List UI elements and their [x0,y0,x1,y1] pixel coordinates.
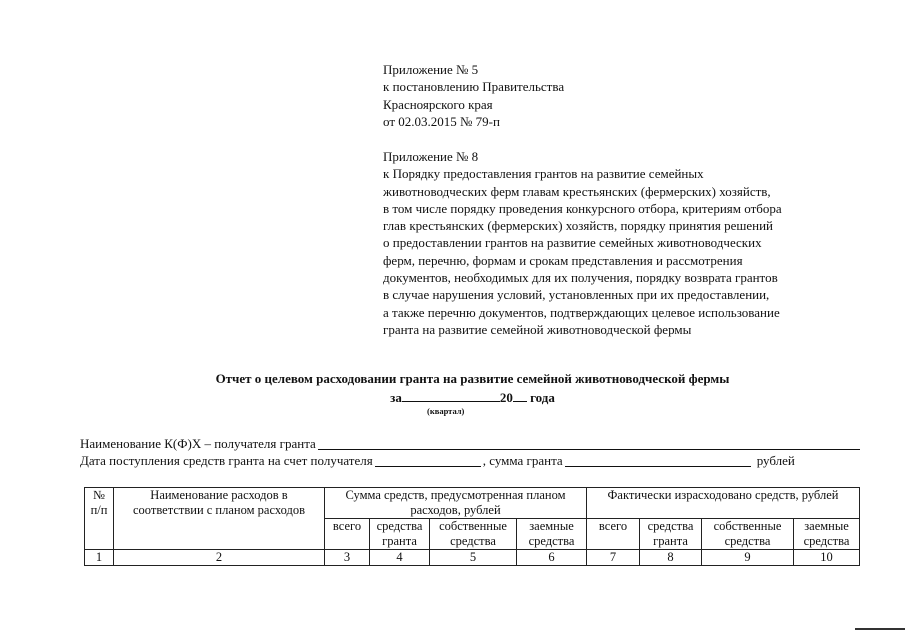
sum-label: , сумма гранта [482,453,563,468]
col-header-sub: заемные средства [794,519,860,550]
report-title: Отчет о целевом расходовании гранта на развитие семейной животноводческой фермы [215,371,730,386]
period-prefix: за [390,390,402,405]
sum-blank[interactable] [565,454,751,467]
appendix-5-line: Приложение № 5 [383,62,479,77]
appendix-8-line: гранта на развитие семейной животноводческой фермы [383,321,692,337]
column-number: 9 [702,550,794,566]
report-period [80,389,865,406]
appendix-8-line: Приложение № 8 [383,149,479,164]
column-number-row [85,550,860,566]
col-header-expense-name: Наименование расходов в соответствии с планом расходов [114,488,325,550]
currency-label: рублей [756,453,795,468]
appendix-8-line: к Порядку предоставления грантов на развитие семейных [383,166,704,182]
col-group-actual: Фактически израсходовано средств, рублей [587,488,860,519]
col-header-sub: всего [587,519,640,550]
page-edge-mark [855,628,905,630]
quarter-note: (квартал) [427,406,465,416]
appendix-8-line: документов, необходимых для их получения, порядку возврата грантов [383,270,778,286]
col-header-sub: собственные средства [702,519,794,550]
col-header-sub: средства гранта [370,519,430,550]
date-blank[interactable] [375,454,481,467]
period-year-prefix: 20 [499,390,513,405]
appendix-5-line: от 02.03.2015 № 79-п [383,113,500,129]
column-number: 5 [430,550,517,566]
column-number: 3 [325,550,370,566]
appendix-8-line: животноводческих ферм главам крестьянских (фермерских) хозяйств, [383,183,771,199]
appendix-8-line: глав крестьянских (фермерских) хозяйств, порядку принятия решений [383,218,774,234]
column-number: 8 [640,550,702,566]
table-header-row [85,488,860,519]
recipient-label: Наименование К(Ф)Х – получателя гранта [80,436,316,451]
appendix-5-header [383,61,564,130]
appendix-5-line: Красноярского края [383,96,493,112]
recipient-row [80,436,862,452]
appendix-8-line: а также перечню документов, подтверждающих целевое использование [383,304,780,320]
col-header-number: № п/п [85,488,114,550]
col-header-sub: средства гранта [640,519,702,550]
appendix-8-line: в случае нарушения условий, установленных при их предоставлении, [383,287,770,303]
recipient-blank[interactable] [318,437,860,450]
column-number: 6 [517,550,587,566]
appendix-5-line: к постановлению Правительства [383,79,565,95]
column-number: 2 [114,550,325,566]
date-row [80,453,862,469]
col-header-sub: собственные средства [430,519,517,550]
column-number: 7 [587,550,640,566]
appendix-8-line: ферм, перечню, формам и срокам представления и рассмотрения [383,252,743,268]
appendix-8-header [383,148,782,338]
quarter-blank[interactable] [402,389,500,402]
col-group-planned: Сумма средств, предусмотренная планом расходов, рублей [325,488,587,519]
column-number: 10 [794,550,860,566]
appendix-8-line: о предоставлении грантов на развитие семейных животноводческих [383,235,762,251]
column-number: 1 [85,550,114,566]
appendix-8-line: в том числе порядку проведения конкурсного отбора, критериям отбора [383,200,782,216]
expense-report-table [84,487,860,566]
col-header-sub: всего [325,519,370,550]
column-number: 4 [370,550,430,566]
date-label: Дата поступления средств гранта на счет получателя [80,453,373,468]
period-suffix: года [530,390,555,405]
year-blank[interactable] [513,389,527,402]
col-header-sub: заемные средства [517,519,587,550]
